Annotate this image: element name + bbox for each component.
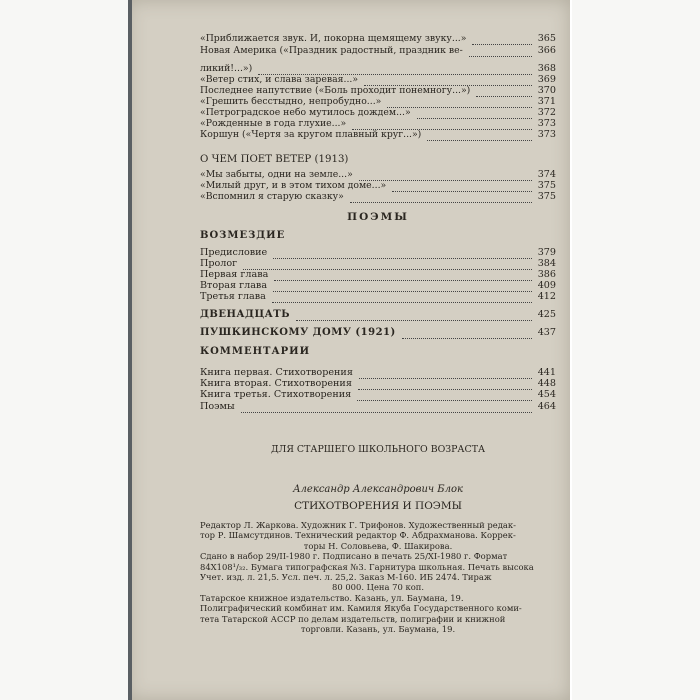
toc-entry-page: 375: [537, 180, 556, 191]
toc-entry: [200, 34, 556, 45]
toc-entry-title: Последнее напутствие («Боль проходит понемногу...»): [200, 85, 471, 96]
toc-entry-title: Коршун («Чертя за кругом плавный круг...»): [200, 129, 422, 140]
dot-leader: [273, 282, 532, 292]
imprint-line: тета Татарской АССР по делам издательств, полиграфии и книжной: [200, 613, 506, 624]
author-name: Александр Александрович Блок: [292, 484, 463, 495]
toc-entry-page: 368: [537, 63, 556, 74]
comments-heading: КОММЕНТАРИИ: [200, 346, 311, 357]
toc-entry-title: «Приближается звук. И, покорна щемящему звуку...»: [200, 33, 467, 44]
toc-entry: [200, 192, 556, 203]
toc-entry: [200, 292, 556, 303]
imprint-block: [200, 520, 556, 634]
dot-leader: [392, 182, 531, 192]
toc-entry-title: Книга третья. Стихотворения: [200, 389, 352, 400]
dot-leader: [357, 391, 531, 401]
background-left: [0, 0, 128, 700]
toc-entry-page: 375: [537, 191, 556, 202]
imprint-line: 80 000. Цена 70 коп.: [332, 582, 424, 593]
toc-entry: [200, 248, 556, 259]
toc-entry-title: Книга вторая. Стихотворения: [200, 378, 352, 389]
toc-entry-title: Пролог: [200, 258, 238, 269]
toc-entry-page: 448: [537, 378, 556, 389]
toc-entry-page: 425: [537, 309, 556, 320]
imprint-line: Сдано в набор 29/II-1980 г. Подписано в печать 25/XI-1980 г. Формат: [200, 551, 508, 562]
toc-entry-title: «Мы забыты, одни на земле...»: [200, 169, 353, 180]
imprint-line: Редактор Л. Жаркова. Художник Г. Трифонов. Художественный редак-: [200, 520, 516, 530]
toc-entry-page: 437: [537, 327, 556, 338]
toc-entry-page: 374: [537, 169, 556, 180]
section-heading-wind: О ЧЕМ ПОЕТ ВЕТЕР (1913): [200, 154, 349, 165]
toc-entry-page: 409: [537, 280, 556, 291]
imprint-line: торговли. Казань, ул. Баумана, 19.: [300, 624, 456, 635]
toc-entry-title: Новая Америка («Праздник радостный, праздник ве-: [200, 45, 463, 56]
dot-leader: [273, 249, 531, 259]
toc-entry: [200, 310, 556, 321]
dot-leader: [274, 271, 531, 281]
toc-entry-page: 454: [537, 389, 556, 400]
imprint-line: 84X108¹/₃₂. Бумага типографская №3. Гарнитура школьная. Печать высока: [200, 561, 534, 572]
book-page: [128, 0, 570, 700]
toc-entry-page: 386: [537, 269, 556, 280]
imprint-line: Учет. изд. л. 21,5. Усл. печ. л. 25,2. Заказ М-160. ИБ 2474. Тираж: [200, 572, 492, 583]
toc-entry: [200, 46, 556, 57]
imprint-line: тор Р. Шамсутдинов. Технический редактор Ф. Абдрахманова. Коррек-: [200, 530, 516, 541]
toc-entry-page: 384: [537, 258, 556, 269]
toc-entry-page: 441: [537, 367, 556, 378]
toc-entry-title: ДВЕНАДЦАТЬ: [200, 309, 290, 320]
toc-entry-page: 371: [537, 96, 556, 107]
toc-entry-title: «Петроградское небо мутилось дождем...»: [200, 107, 411, 118]
toc-entry-page: 366: [537, 45, 556, 56]
dot-leader: [417, 109, 532, 119]
toc-entry-title: «Рожденные в года глухие...»: [200, 118, 347, 129]
toc-entry-title: ПУШКИНСКОМУ ДОМУ (1921): [200, 327, 396, 338]
toc-entry-page: 464: [537, 401, 556, 412]
dot-leader: [358, 380, 532, 390]
dot-leader: [243, 260, 532, 270]
imprint-line: торы Н. Соловьева, Ф. Шакирова.: [303, 540, 453, 551]
age-note: ДЛЯ СТАРШЕГО ШКОЛЬНОГО ВОЗРАСТА: [270, 444, 486, 455]
toc-entry-page: 379: [537, 247, 556, 258]
poems-heading: ПОЭМЫ: [347, 211, 409, 223]
toc-entry: [200, 402, 556, 413]
dot-leader: [241, 403, 532, 413]
toc-entry-page: 365: [537, 33, 556, 44]
page-edge: [128, 0, 132, 700]
imprint-line: Татарское книжное издательство. Казань, ул. Баумана, 19.: [200, 592, 464, 603]
toc-entry-page: 373: [537, 118, 556, 129]
toc-entry: [200, 328, 556, 339]
toc-entry-page: 369: [537, 74, 556, 85]
toc-entry-title: Первая глава: [200, 269, 269, 280]
dot-leader: [350, 193, 532, 203]
toc-entry-page: 370: [537, 85, 556, 96]
toc-entry-title: Поэмы: [200, 401, 235, 412]
vozmezdie-heading: ВОЗМЕЗДИЕ: [200, 230, 286, 241]
dot-leader: [427, 131, 531, 141]
dot-leader: [402, 329, 532, 339]
toc-entry-title: Предисловие: [200, 247, 268, 258]
toc-entry-title: Вторая глава: [200, 280, 268, 291]
toc-entry-page: 412: [537, 291, 556, 302]
book-title: СТИХОТВОРЕНИЯ И ПОЭМЫ: [294, 500, 462, 512]
toc-entry: [200, 130, 556, 141]
toc-entry-title: «Милый друг, и в этом тихом доме...»: [200, 180, 387, 191]
toc-entry-title: ликий!...»): [200, 63, 253, 74]
toc-entry-title: «Грешить бесстыдно, непробудно...»: [200, 96, 382, 107]
toc-entry-title: «Вспомнил я старую сказку»: [200, 191, 344, 202]
dot-leader: [272, 293, 532, 303]
toc-entry-page: 373: [537, 129, 556, 140]
dot-leader: [476, 87, 531, 97]
imprint-line: Полиграфический комбинат им. Камиля Якуба Государственного коми-: [200, 603, 522, 614]
dot-leader: [296, 311, 532, 321]
toc-entry: [200, 390, 556, 401]
dot-leader: [359, 369, 532, 379]
background-right: [572, 0, 700, 700]
toc-entry-title: Третья глава: [200, 291, 266, 302]
toc-entry-title: «Ветер стих, и слава заревая...»: [200, 74, 359, 85]
toc-entry-title: Книга первая. Стихотворения: [200, 367, 353, 378]
dot-leader: [469, 47, 532, 57]
dot-leader: [472, 35, 531, 45]
toc-entry-page: 372: [537, 107, 556, 118]
